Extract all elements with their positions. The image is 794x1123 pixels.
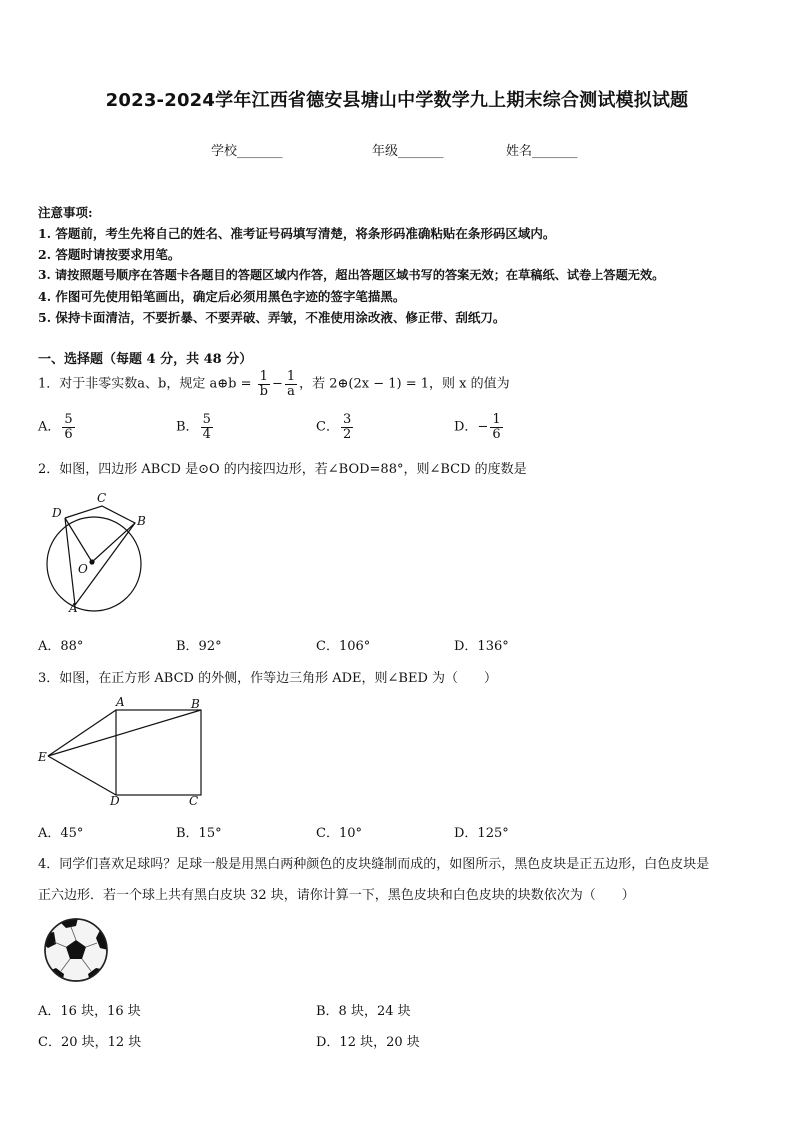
label-b: B <box>137 514 146 528</box>
q1-option-c: C． $\frac{3}{2}$ <box>316 412 352 442</box>
q1-prefix: 1．对于非零实数a、b，规定 a⊕b = <box>38 376 252 392</box>
question-4-line-1: 4．同学们喜欢足球吗？足球一般是用黑白两种颜色的皮块缝制而成的，如图所示，黑色皮块是正五边形，白色皮块是 <box>38 857 710 872</box>
label-o: O <box>78 562 88 576</box>
school-field: 学校_______ <box>211 144 283 159</box>
q4-option-d: D．12 块，20 块 <box>316 1035 420 1050</box>
q2-option-d: D．136° <box>454 639 509 654</box>
question-1: 1．对于非零实数a、b，规定 a⊕b = $\frac{1}{b}$ − $\frac{1}{a}$ ，若 2⊕(2x − 1) = 1，则 x 的值为 <box>38 369 510 399</box>
question-2: 2．如图，四边形 ABCD 是⊙O 的内接四边形，若∠BOD=88°，则∠BCD 的度数是 <box>38 462 527 477</box>
soccer-ball-icon <box>42 916 110 984</box>
q1-option-b: B． $\frac{5}{4}$ <box>176 412 211 442</box>
q4-option-c: C．20 块，12 块 <box>38 1035 142 1050</box>
section-heading: 一、选择题（每题 4 分，共 48 分） <box>38 352 253 367</box>
label-a: A <box>69 601 78 615</box>
label-c: C <box>97 491 107 505</box>
question-4-line-2: 正六边形．若一个球上共有黑白皮块 32 块，请你计算一下，黑色皮块和白色皮块的块数依次为（ ） <box>38 888 635 903</box>
q3-option-a: A．45° <box>38 826 84 841</box>
q1-option-d: D．− $\frac{1}{6}$ <box>454 412 501 442</box>
label-a: A <box>116 695 125 709</box>
q2-option-b: B．92° <box>176 639 222 654</box>
note-item: 2. 答题时请按要求用笔。 <box>38 247 181 262</box>
q4-option-b: B．8 块，24 块 <box>316 1004 411 1019</box>
name-field: 姓名_______ <box>506 144 578 159</box>
q4-option-a: A．16 块，16 块 <box>38 1004 141 1019</box>
fraction: $\frac{1}{b}$ <box>259 369 268 399</box>
note-item: 1. 答题前，考生先将自己的姓名、准考证号码填写清楚，将条形码准确粘贴在条形码区域内。 <box>38 226 556 241</box>
grade-field: 年级_______ <box>372 144 444 159</box>
fraction: $\frac{1}{a}$ <box>286 369 296 399</box>
label-c: C <box>189 794 199 808</box>
q2-option-a: A．88° <box>38 639 84 654</box>
segment-be <box>48 710 201 756</box>
label-b: B <box>191 697 200 711</box>
page-title: 2023-2024学年江西省德安县塘山中学数学九上期末综合测试模拟试题 <box>105 90 689 111</box>
square-triangle-figure <box>36 693 211 811</box>
note-item: 4. 作图可先使用铅笔画出，确定后必须用黑色字迹的签字笔描黑。 <box>38 289 406 304</box>
note-item: 5. 保持卡面清洁，不要折暴、不要弄破、弄皱，不准使用涂改液、修正带、刮纸刀。 <box>38 310 506 325</box>
q1-option-a: A． $\frac{5}{6}$ <box>38 412 73 442</box>
center-point <box>89 559 94 564</box>
label-e: E <box>38 750 47 764</box>
q3-option-b: B．15° <box>176 826 222 841</box>
q2-option-c: C．106° <box>316 639 371 654</box>
q1-condition: ，若 2⊕(2x − 1) = 1，则 x 的值为 <box>299 376 510 392</box>
circle-quadrilateral-figure <box>40 488 150 618</box>
q3-option-d: D．125° <box>454 826 509 841</box>
question-3: 3．如图，在正方形 ABCD 的外侧，作等边三角形 ADE，则∠BED 为（ ） <box>38 671 498 686</box>
label-d: D <box>52 506 62 520</box>
label-d: D <box>110 794 120 808</box>
q3-option-c: C．10° <box>316 826 362 841</box>
notes-heading: 注意事项: <box>38 205 93 220</box>
note-item: 3. 请按照题号顺序在答题卡各题目的答题区域内作答，超出答题区域书写的答案无效；在草稿纸、试卷上答题无效。 <box>38 268 665 282</box>
